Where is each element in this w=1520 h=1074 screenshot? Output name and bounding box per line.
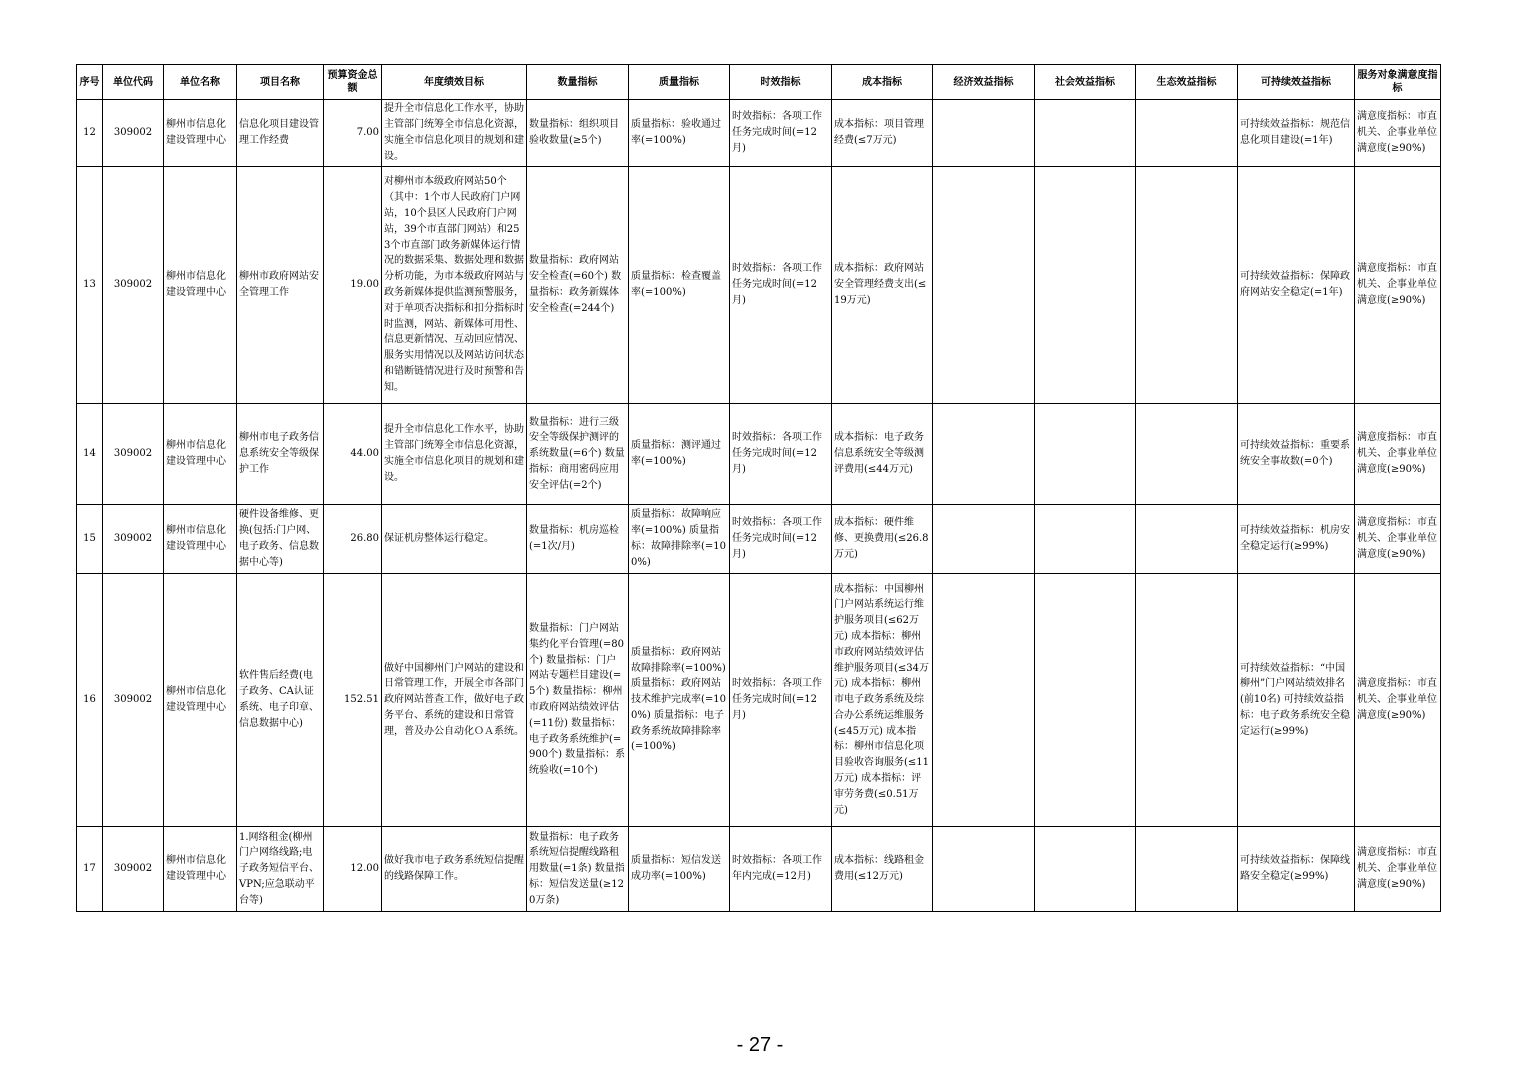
cell-project: 1.网络租金(柳州门户网络线路;电子政务短信平台、VPN;应急联动平台等) — [237, 827, 324, 912]
cell-timeliness: 时效指标：各项工作任务完成时间(=12月) — [730, 100, 832, 167]
cell-quality: 质量指标：测评通过率(=100%) — [629, 404, 730, 505]
cell-budget: 7.00 — [324, 100, 382, 167]
col-header-project: 项目名称 — [237, 65, 324, 100]
table-row — [77, 574, 1441, 827]
col-header-quality: 质量指标 — [629, 65, 730, 100]
cell-budget: 152.51 — [324, 574, 382, 827]
cell-ecological — [1136, 827, 1238, 912]
table-row — [77, 167, 1441, 404]
cell-quantity: 数量指标：电子政务系统短信提醒线路租用数量(=1条) 数量指标：短信发送量(≥120万条) — [527, 827, 629, 912]
cell-unit: 柳州市信息化建设管理中心 — [164, 404, 237, 505]
cell-code: 309002 — [103, 100, 164, 167]
cell-quality: 质量指标：政府网站故障排除率(=100%) 质量指标：政府网站技术维护完成率(=100%) 质量指标：电子政务系统故障排除率(=100%) — [629, 574, 730, 827]
cell-no: 13 — [77, 167, 103, 404]
cell-satisfaction: 满意度指标：市直机关、企事业单位满意度(≥90%) — [1355, 404, 1441, 505]
cell-code: 309002 — [103, 574, 164, 827]
cell-quantity: 数量指标：政府网站安全检查(=60个) 数量指标：政务新媒体安全检查(=244个) — [527, 167, 629, 404]
cell-quality: 质量指标：验收通过率(=100%) — [629, 100, 730, 167]
table-row — [77, 404, 1441, 505]
cell-no: 12 — [77, 100, 103, 167]
cell-timeliness: 时效指标：各项工作任务完成时间(=12月) — [730, 505, 832, 574]
cell-no: 16 — [77, 574, 103, 827]
cell-cost: 成本指标：政府网站安全管理经费支出(≤19万元) — [832, 167, 933, 404]
cell-quantity: 数量指标：门户网站集约化平台管理(=80个) 数量指标：门户网站专题栏目建设(=5个) 数量指标：柳州市政府网站绩效评估(=11份) 数量指标：电子政务系统维护(=900个) 数量指标：系统验收(=10个) — [527, 574, 629, 827]
cell-code: 309002 — [103, 404, 164, 505]
cell-cost: 成本指标：电子政务信息系统安全等级测评费用(≤44万元) — [832, 404, 933, 505]
col-header-goal: 年度绩效目标 — [382, 65, 527, 100]
cell-goal: 保证机房整体运行稳定。 — [382, 505, 527, 574]
cell-cost: 成本指标：硬件维修、更换费用(≤26.8万元) — [832, 505, 933, 574]
cell-economic — [933, 100, 1035, 167]
cell-goal: 做好我市电子政务系统短信提醒的线路保障工作。 — [382, 827, 527, 912]
cell-budget: 44.00 — [324, 404, 382, 505]
cell-ecological — [1136, 505, 1238, 574]
cell-unit: 柳州市信息化建设管理中心 — [164, 574, 237, 827]
cell-quantity: 数量指标：进行三级安全等级保护测评的系统数量(=6个) 数量指标：商用密码应用安全评估(=2个) — [527, 404, 629, 505]
cell-unit: 柳州市信息化建设管理中心 — [164, 827, 237, 912]
col-header-code: 单位代码 — [103, 65, 164, 100]
cell-budget: 19.00 — [324, 167, 382, 404]
cell-satisfaction: 满意度指标：市直机关、企事业单位满意度(≥90%) — [1355, 574, 1441, 827]
col-header-quantity: 数量指标 — [527, 65, 629, 100]
cell-cost: 成本指标：中国柳州门户网站系统运行维护服务项目(≤62万元) 成本指标：柳州市政府网站绩效评估维护服务项目(≤34万元) 成本指标：柳州市电子政务系统及综合办公系统运维服务(≤45万元) 成本指标：柳州市信息化项目验收咨询服务(≤11万元) 成本指标：评审劳务费(≤0.51万元) — [832, 574, 933, 827]
cell-satisfaction: 满意度指标：市直机关、企事业单位满意度(≥90%) — [1355, 827, 1441, 912]
cell-timeliness: 时效指标：各项工作任务完成时间(=12月) — [730, 167, 832, 404]
cell-sustainable: 可持续效益指标：保障政府网站安全稳定(=1年) — [1238, 167, 1355, 404]
cell-project: 柳州市政府网站安全管理工作 — [237, 167, 324, 404]
cell-timeliness: 时效指标：各项工作任务完成时间(=12月) — [730, 404, 832, 505]
cell-economic — [933, 574, 1035, 827]
cell-satisfaction: 满意度指标：市直机关、企事业单位满意度(≥90%) — [1355, 167, 1441, 404]
cell-economic — [933, 167, 1035, 404]
col-header-no: 序号 — [77, 65, 103, 100]
cell-social — [1035, 574, 1136, 827]
col-header-cost: 成本指标 — [832, 65, 933, 100]
cell-satisfaction: 满意度指标：市直机关、企事业单位满意度(≥90%) — [1355, 100, 1441, 167]
cell-quality: 质量指标：故障响应率(=100%) 质量指标：故障排除率(=100%) — [629, 505, 730, 574]
cell-social — [1035, 100, 1136, 167]
cell-code: 309002 — [103, 827, 164, 912]
cell-sustainable: 可持续效益指标：“中国柳州”门户网站绩效排名(前10名) 可持续效益指标：电子政务系统安全稳定运行(≥99%) — [1238, 574, 1355, 827]
cell-sustainable: 可持续效益指标：规范信息化项目建设(=1年) — [1238, 100, 1355, 167]
cell-project: 硬件设备维修、更换(包括:门户网、电子政务、信息数据中心等) — [237, 505, 324, 574]
cell-social — [1035, 505, 1136, 574]
cell-satisfaction: 满意度指标：市直机关、企事业单位满意度(≥90%) — [1355, 505, 1441, 574]
cell-sustainable: 可持续效益指标：重要系统安全事故数(=0个) — [1238, 404, 1355, 505]
cell-quantity: 数量指标：组织项目验收数量(≥5个) — [527, 100, 629, 167]
cell-no: 17 — [77, 827, 103, 912]
cell-budget: 26.80 — [324, 505, 382, 574]
cell-budget: 12.00 — [324, 827, 382, 912]
cell-timeliness: 时效指标：各项工作任务完成时间(=12月) — [730, 574, 832, 827]
cell-quality: 质量指标：短信发送成功率(=100%) — [629, 827, 730, 912]
cell-sustainable: 可持续效益指标：保障线路安全稳定(≥99%) — [1238, 827, 1355, 912]
cell-ecological — [1136, 404, 1238, 505]
cell-no: 14 — [77, 404, 103, 505]
cell-social — [1035, 404, 1136, 505]
table-row — [77, 100, 1441, 167]
cell-ecological — [1136, 574, 1238, 827]
cell-quantity: 数量指标：机房巡检(=1次/月) — [527, 505, 629, 574]
col-header-unit: 单位名称 — [164, 65, 237, 100]
cell-unit: 柳州市信息化建设管理中心 — [164, 167, 237, 404]
cell-code: 309002 — [103, 167, 164, 404]
cell-unit: 柳州市信息化建设管理中心 — [164, 100, 237, 167]
cell-project: 软件售后经费(电子政务、CA认证系统、电子印章、信息数据中心) — [237, 574, 324, 827]
cell-quality: 质量指标：检查覆盖率(=100%) — [629, 167, 730, 404]
cell-ecological — [1136, 100, 1238, 167]
table-row — [77, 505, 1441, 574]
cell-timeliness: 时效指标：各项工作年内完成(=12月) — [730, 827, 832, 912]
cell-code: 309002 — [103, 505, 164, 574]
cell-economic — [933, 404, 1035, 505]
cell-goal: 提升全市信息化工作水平，协助主管部门统筹全市信息化资源，实施全市信息化项目的规划和建设。 — [382, 404, 527, 505]
cell-project: 柳州市电子政务信息系统安全等级保护工作 — [237, 404, 324, 505]
page-number: - 27 - — [736, 1034, 784, 1056]
cell-sustainable: 可持续效益指标：机房安全稳定运行(≥99%) — [1238, 505, 1355, 574]
col-header-budget: 预算资金总额 — [324, 65, 382, 100]
table-row — [77, 827, 1441, 912]
cell-economic — [933, 505, 1035, 574]
cell-goal: 做好中国柳州门户网站的建设和日常管理工作，开展全市各部门政府网站普查工作，做好电子政务平台、系统的建设和日常管理，普及办公自动化ＯＡ系统。 — [382, 574, 527, 827]
cell-cost: 成本指标：项目管理经费(≤7万元) — [832, 100, 933, 167]
cell-social — [1035, 827, 1136, 912]
cell-goal: 提升全市信息化工作水平，协助主管部门统筹全市信息化资源，实施全市信息化项目的规划和建设。 — [382, 100, 527, 167]
col-header-timeliness: 时效指标 — [730, 65, 832, 100]
cell-no: 15 — [77, 505, 103, 574]
col-header-ecological: 生态效益指标 — [1136, 65, 1238, 100]
performance-table — [76, 64, 1441, 912]
cell-goal: 对柳州市本级政府网站50个（其中：1个市人民政府门户网站，10个县区人民政府门户网站，39个市直部门网站）和253个市直部门政务新媒体运行情况的数据采集、数据处理和数据分析功能，为市本级政府网站与政务新媒体提供监测预警服务，对于单项否决指标和扣分指标时时监测，网站、新媒体可用性、信息更新情况、互动回应情况、服务实用情况以及网站访问状态和错断链情况进行及时预警和告知。 — [382, 167, 527, 404]
col-header-social: 社会效益指标 — [1035, 65, 1136, 100]
cell-social — [1035, 167, 1136, 404]
cell-ecological — [1136, 167, 1238, 404]
header-row — [77, 65, 1441, 100]
cell-unit: 柳州市信息化建设管理中心 — [164, 505, 237, 574]
col-header-satisfaction: 服务对象满意度指标 — [1355, 65, 1441, 100]
cell-project: 信息化项目建设管理工作经费 — [237, 100, 324, 167]
col-header-sustainable: 可持续效益指标 — [1238, 65, 1355, 100]
cell-economic — [933, 827, 1035, 912]
col-header-economic: 经济效益指标 — [933, 65, 1035, 100]
cell-cost: 成本指标：线路租金费用(≤12万元) — [832, 827, 933, 912]
